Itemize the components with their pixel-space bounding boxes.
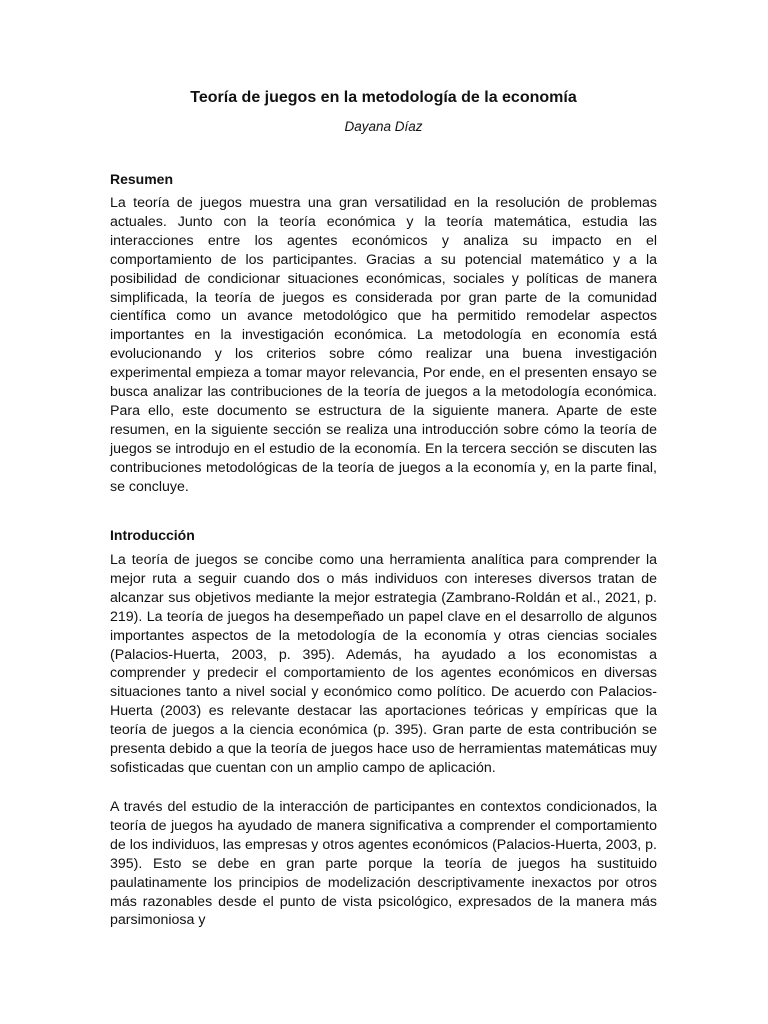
paragraph-introduccion-2: A través del estudio de la interacción de participantes en contextos condicionados, la teoría de juegos ha ayudado de manera significativa a comprender el comportamiento de los individuos, las empresas y otros agentes económicos (Palacios-Huerta, 2003, p. 395). Esto se debe en gran parte porque la teoría de juegos ha sustituido paulatinamente los principios de modelización descriptivamente inexactos por otros más razonables desde el punto de vista psicológico, expresados de la manera más parsimoniosa y bbox=[110, 799, 657, 929]
paragraph-introduccion-1: La teoría de juegos se concibe como una herramienta analítica para comprender la mejor ruta a seguir cuando dos o más individuos con intereses diversos tratan de alcanzar sus objetivos mediante la mejor estrategia (Zambrano-Roldán et al., 2021, p. 219). La teoría de juegos ha desempeñado un papel clave en el desarrollo de algunos importantes aspectos de la metodología de la economía y otras ciencias sociales (Palacios-Huerta, 2003, p. 395). Además, ha ayudado a los economistas a comprender y predecir el comportamiento de los agentes económicos en diversas situaciones tanto a nivel social y económico como político. De acuerdo con Palacios-Huerta (2003) es relevante destacar las aportaciones teóricas y empíricas que la teoría de juegos a la ciencia económica (p. 395). Gran parte de esta contribución se presenta debido a que la teoría de juegos hace uso de herramientas matemáticas muy sofisticadas que cuentan con un amplio campo de aplicación. bbox=[110, 552, 657, 776]
document-title: Teoría de juegos en la metodología de la economía bbox=[190, 89, 577, 106]
paragraph-resumen: La teoría de juegos muestra una gran versatilidad en la resolución de problemas actuales. Junto con la teoría económica y la teoría matemática, estudia las interacciones entre los agentes económicos y analiza su impacto en el comportamiento de los participantes. Gracias a su potencial matemático y a la posibilidad de condicionar situaciones económicas, sociales y políticas de manera simplificada, la teoría de juegos es considerada por gran parte de la comunidad científica como un avance metodológico que ha permitido remodelar aspectos importantes en la investigación económica. La metodología en economía está evolucionando y los criterios sobre cómo realizar una buena investigación experimental empieza a tomar mayor relevancia, Por ende, en el presenten ensayo se busca analizar las contribuciones de la teoría de juegos a la metodología económica. Para ello, este documento se estructura de la siguiente manera. Aparte de este resumen, en la siguiente sección se realiza una introducción sobre cómo la teoría de juegos se introdujo en el estudio de la economía. En la tercera sección se discuten las contribuciones metodológicas de la teoría de juegos a la economía y, en la parte final, se concluye. bbox=[110, 195, 657, 495]
document-author: Dayana Díaz bbox=[344, 119, 423, 134]
section-heading-introduccion: Introducción bbox=[110, 527, 195, 543]
section-heading-resumen: Resumen bbox=[110, 171, 174, 187]
